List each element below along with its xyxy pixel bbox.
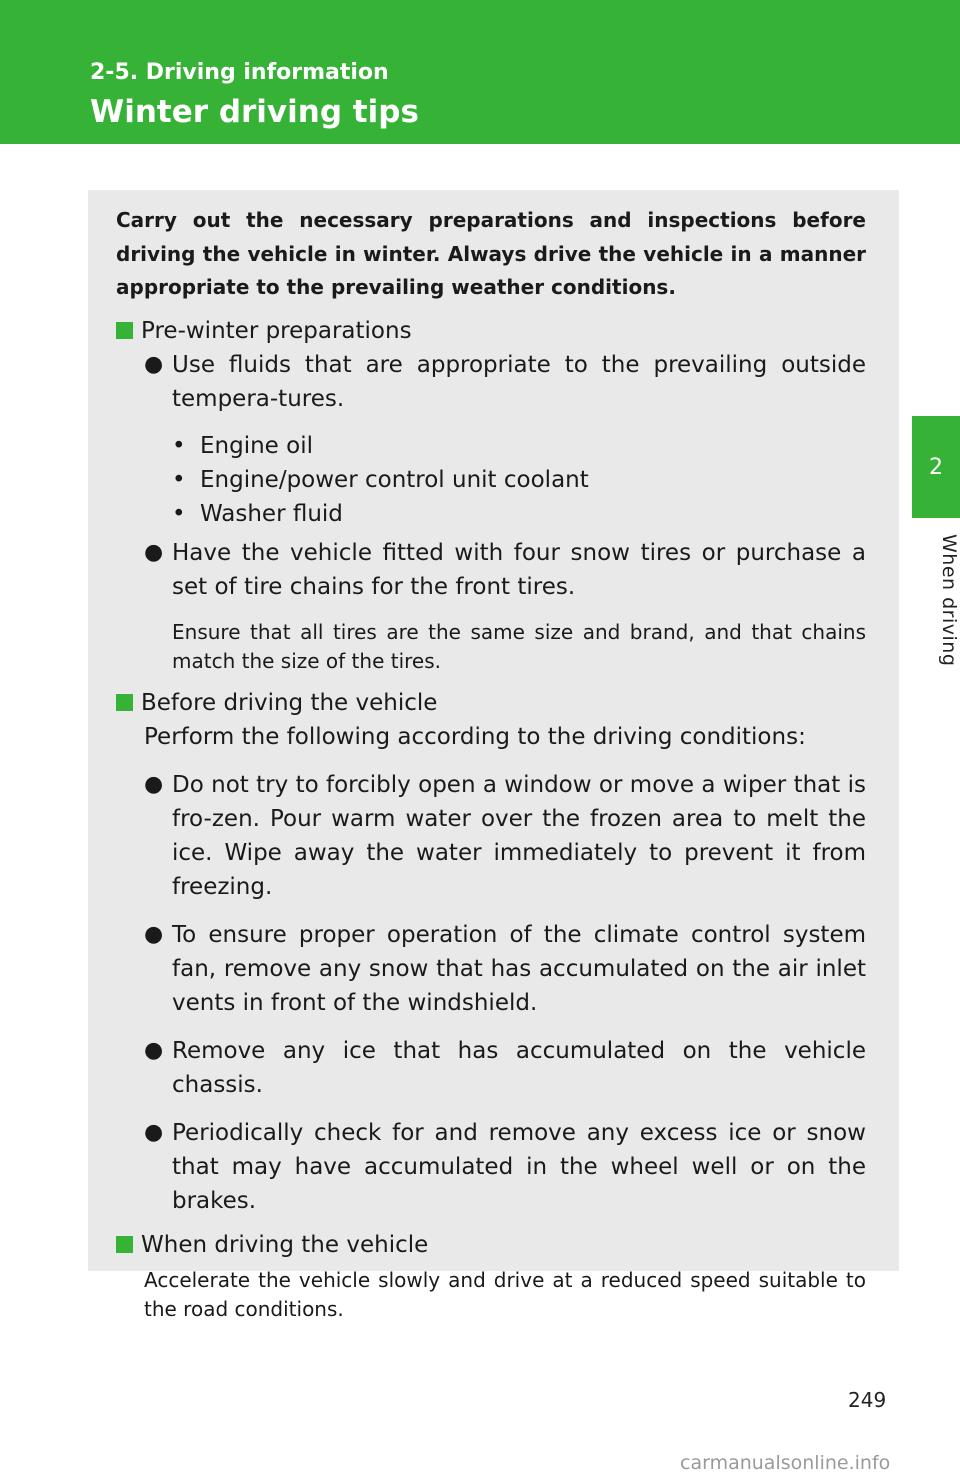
square-bullet-icon [116, 322, 133, 339]
bullet-item: ● To ensure proper operation of the climate control system fan, remove any snow that has accumulated on the air inlet vents in front of the windshield. [144, 918, 866, 1020]
bullet-item: ● Remove any ice that has accumulated on the vehicle chassis. [144, 1034, 866, 1102]
round-bullet-icon: ● [144, 1037, 164, 1063]
round-bullet-icon: ● [144, 351, 164, 377]
page-title: Winter driving tips [90, 94, 419, 130]
when-driving-text: Accelerate the vehicle slowly and drive at a reduced speed suitable to the road conditions. [144, 1267, 866, 1321]
round-bullet-icon: ● [144, 771, 164, 797]
chapter-number: 2 [929, 454, 943, 480]
bullet-item: ● Use fluids that are appropriate to the prevailing outside tempera-tures. [144, 348, 866, 416]
content-inner [116, 204, 866, 1324]
round-bullet-icon: ● [144, 921, 164, 947]
section-heading-pre-winter: Pre-winter preparations [116, 318, 866, 344]
page-number: 249 [848, 1388, 887, 1412]
sub-list-item: • Engine/power control unit coolant [172, 463, 866, 497]
round-bullet-icon: ● [144, 539, 164, 565]
chapter-label: When driving [938, 533, 960, 667]
bullet-item: ● Do not try to forcibly open a window or move a wiper that is fro-zen. Pour warm water over the frozen area to melt the ice. Wipe away the water immediately to prevent it from freezing. [144, 768, 866, 904]
page-header [0, 0, 960, 144]
dot-bullet-icon: • [172, 500, 186, 527]
content-box [88, 190, 899, 1321]
square-bullet-icon [116, 694, 133, 711]
section-heading-before-driving: Before driving the vehicle [116, 690, 866, 716]
round-bullet-icon: ● [144, 1119, 164, 1145]
bullet-item: ● Have the vehicle fitted with four snow tires or purchase a set of tire chains for the front tires. [144, 536, 866, 604]
sub-list-item: • Engine oil [172, 429, 866, 463]
bullet-item: ● Periodically check for and remove any excess ice or snow that may have accumulated in the wheel well or on the brakes. [144, 1116, 866, 1218]
section-label: 2-5. Driving information [90, 60, 389, 85]
watermark: carmanualsonline.info [680, 1452, 891, 1474]
intro-text: Carry out the necessary preparations and inspections before driving the vehicle in winter. Always drive the vehicle in a manner appropriate to the prevailing weather conditions. [116, 208, 866, 299]
note-text: Ensure that all tires are the same size and brand, and that chains match the size of the tires. [172, 619, 866, 673]
sub-list-item: • Washer fluid [172, 497, 866, 531]
chapter-tab [912, 416, 960, 518]
dot-bullet-icon: • [172, 466, 186, 493]
dot-bullet-icon: • [172, 432, 186, 459]
section-heading-when-driving: When driving the vehicle [116, 1232, 866, 1258]
square-bullet-icon [116, 1236, 133, 1253]
lead-text: Perform the following according to the driving conditions: [144, 723, 806, 750]
